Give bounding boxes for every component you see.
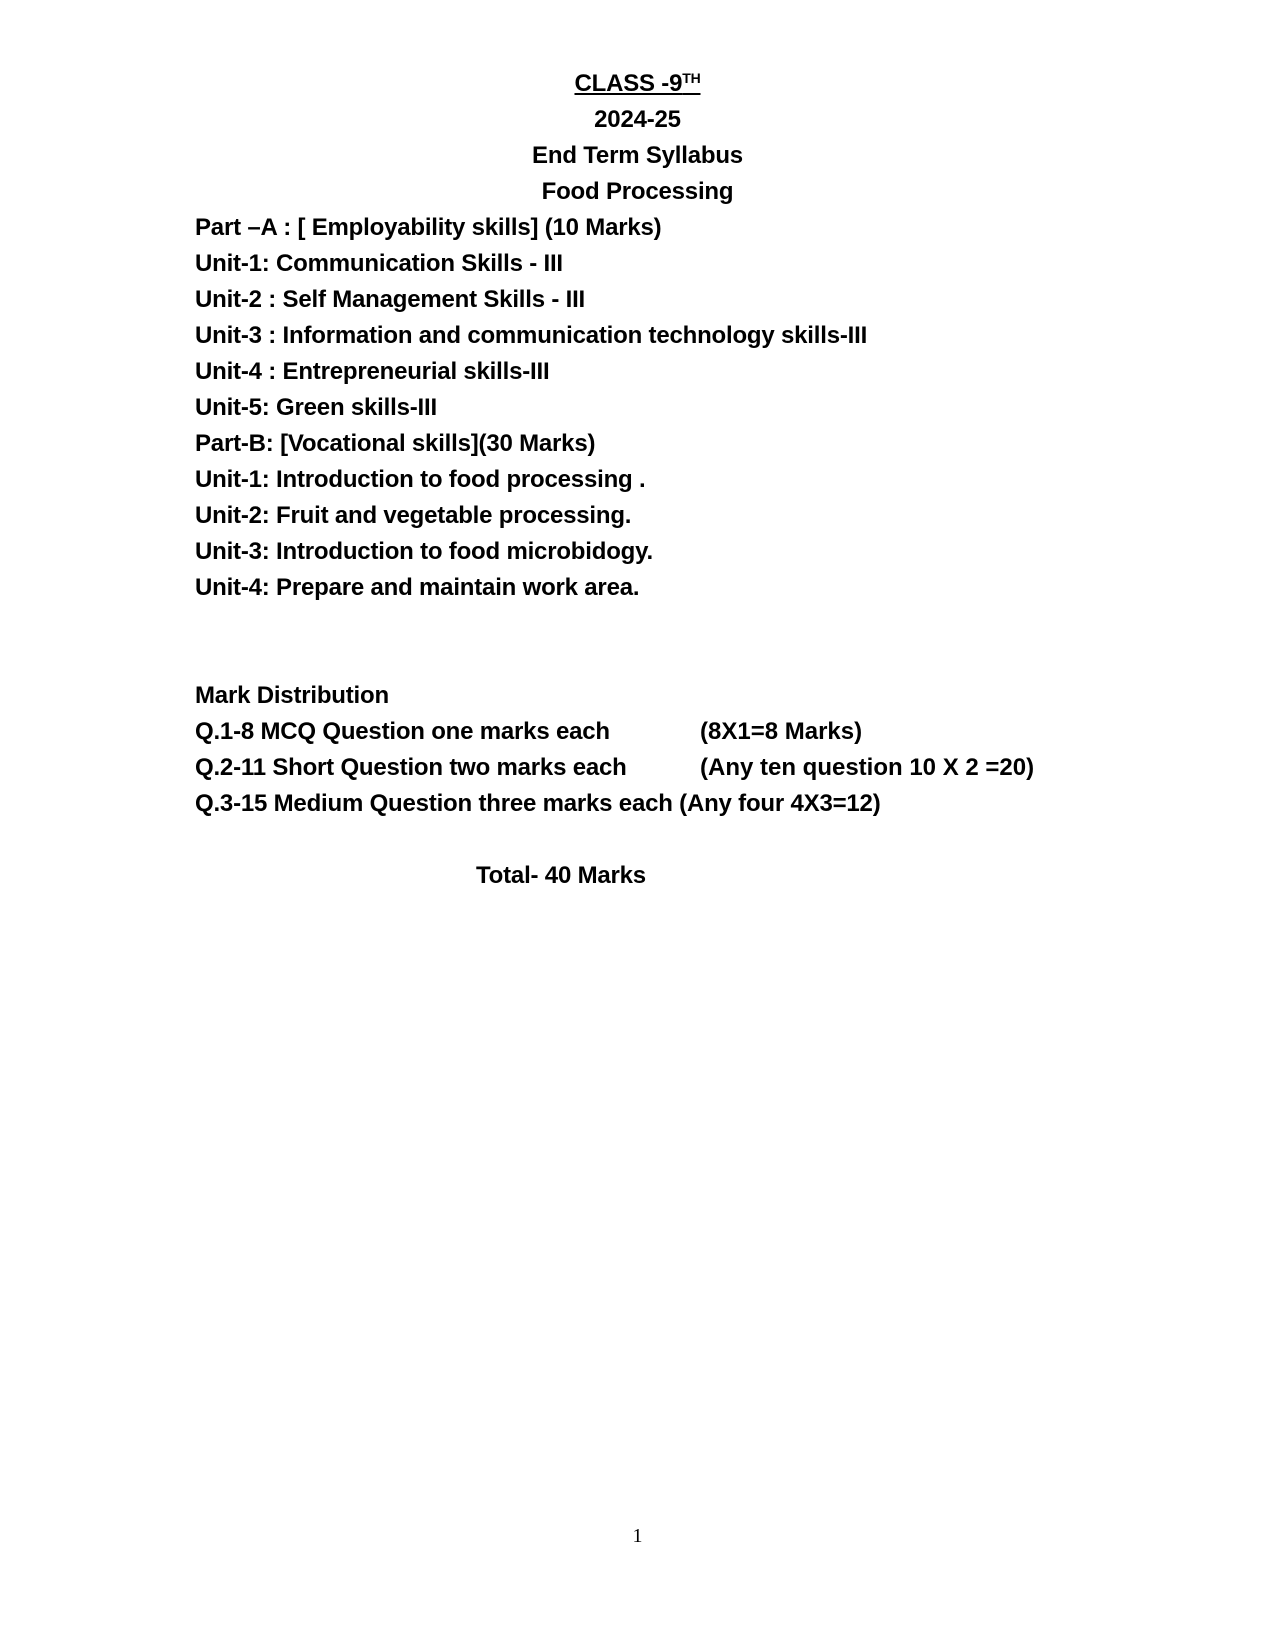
class-superscript: TH — [682, 70, 701, 86]
syllabus-heading: End Term Syllabus — [532, 142, 743, 169]
part-b-unit-2: Unit-2: Fruit and vegetable processing. — [195, 502, 632, 529]
mark-row-2-detail: (Any ten question 10 X 2 =20) — [700, 754, 1035, 781]
part-b-unit-3: Unit-3: Introduction to food microbidogy. — [195, 538, 653, 565]
part-b-title: Part-B: [Vocational skills](30 Marks) — [195, 430, 596, 457]
part-a-unit-5: Unit-5: Green skills-III — [195, 394, 437, 421]
part-a-unit-1: Unit-1: Communication Skills - III — [195, 250, 563, 277]
mark-distribution-title: Mark Distribution — [195, 682, 389, 709]
part-a-title: Part –A : [ Employability skills] (10 Marks) — [195, 214, 662, 241]
class-heading — [0, 69, 1275, 99]
class-label: CLASS -9 — [574, 70, 683, 97]
part-a-unit-3: Unit-3 : Information and communication technology skills-III — [195, 322, 868, 349]
part-b-unit-4: Unit-4: Prepare and maintain work area. — [195, 574, 640, 601]
page-number: 1 — [632, 1525, 643, 1547]
part-b-unit-1: Unit-1: Introduction to food processing . — [195, 466, 646, 493]
part-a-unit-4: Unit-4 : Entrepreneurial skills-III — [195, 358, 550, 385]
mark-row-1-question: Q.1-8 MCQ Question one marks each — [195, 718, 610, 745]
total-marks: Total- 40 Marks — [476, 862, 646, 889]
mark-row-2-question: Q.2-11 Short Question two marks each — [195, 754, 627, 781]
mark-row-1-detail: (8X1=8 Marks) — [700, 718, 863, 745]
year-heading: 2024-25 — [594, 106, 681, 133]
subject-heading: Food Processing — [541, 178, 734, 205]
mark-row-3-question: Q.3-15 Medium Question three marks each (Any four 4X3=12) — [195, 790, 881, 817]
part-a-unit-2: Unit-2 : Self Management Skills - III — [195, 286, 586, 313]
